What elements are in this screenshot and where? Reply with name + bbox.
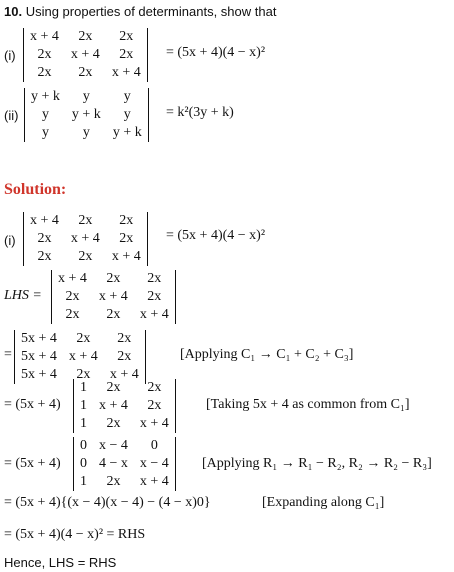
given-matrix: [24, 212, 147, 266]
part-i-matrix: [24, 28, 147, 82]
conclusion: Hence, LHS = RHS: [4, 555, 117, 570]
lhs-matrix: [52, 270, 175, 324]
matrix-cell: 2x: [78, 213, 93, 228]
matrix-cell: 2x: [119, 213, 134, 228]
step1-determinant: [14, 330, 146, 384]
matrix-row: [25, 106, 148, 124]
part-ii-determinant: [24, 88, 149, 142]
matrix-cell: 2x: [106, 416, 121, 431]
matrix-cell: 1: [80, 416, 87, 431]
matrix-cell: x + 4: [98, 289, 128, 304]
matrix-row: [25, 88, 148, 106]
step2-determinant: [73, 379, 176, 433]
matrix-cell: x − 4: [99, 438, 128, 453]
matrix-row: [74, 455, 175, 473]
step3-matrix: [74, 437, 175, 491]
step1-matrix: [15, 330, 145, 384]
matrix-cell: x + 4: [99, 398, 128, 413]
matrix-cell: 2x: [76, 367, 91, 382]
matrix-cell: 2x: [119, 29, 134, 44]
matrix-cell: y + k: [112, 125, 142, 140]
matrix-cell: 2x: [37, 47, 52, 62]
matrix-row: [24, 230, 147, 248]
matrix-cell: y: [82, 89, 90, 104]
given-rhs: = (5x + 4)(4 − x)²: [166, 228, 266, 243]
matrix-cell: 0: [80, 456, 87, 471]
matrix-cell: 2x: [37, 249, 52, 264]
matrix-row: [74, 473, 175, 491]
matrix-cell: x + 4: [111, 65, 141, 80]
matrix-row: [24, 28, 147, 46]
step2-prefix: = (5x + 4): [4, 397, 61, 412]
matrix-cell: 2x: [147, 398, 162, 413]
given-determinant: [23, 212, 148, 266]
part-ii-matrix: [25, 88, 148, 142]
matrix-cell: 2x: [106, 271, 121, 286]
step2-note: [Taking 5x + 4 as common from C₁]: [206, 397, 410, 412]
matrix-cell: y: [41, 125, 49, 140]
matrix-row: [74, 397, 175, 415]
matrix-cell: 2x: [76, 331, 91, 346]
matrix-row: [15, 348, 145, 366]
matrix-cell: 2x: [37, 65, 52, 80]
matrix-cell: 2x: [78, 29, 93, 44]
matrix-row: [52, 306, 175, 324]
matrix-cell: 2x: [119, 47, 134, 62]
matrix-cell: 2x: [106, 380, 121, 395]
step1-note: [Applying C₁ → C₁ + C₂ + C₃]: [180, 347, 354, 362]
matrix-cell: y: [41, 107, 49, 122]
matrix-cell: 2x: [117, 331, 132, 346]
part-ii-label: (ii): [4, 108, 19, 123]
matrix-cell: 5x + 4: [21, 349, 57, 364]
matrix-cell: 5x + 4: [21, 331, 57, 346]
matrix-cell: 1: [80, 398, 87, 413]
part-i-rhs: = (5x + 4)(4 − x)²: [166, 45, 266, 60]
matrix-cell: x + 4: [30, 213, 59, 228]
matrix-cell: x + 4: [111, 249, 141, 264]
matrix-cell: 2x: [37, 231, 52, 246]
matrix-cell: x + 4: [109, 367, 139, 382]
matrix-cell: 2x: [147, 380, 162, 395]
matrix-row: [24, 64, 147, 82]
matrix-row: [25, 124, 148, 142]
matrix-cell: y + k: [31, 89, 60, 104]
matrix-cell: 2x: [78, 65, 93, 80]
matrix-cell: x + 4: [139, 307, 169, 322]
question-number: 10.: [4, 4, 23, 19]
matrix-row: [52, 288, 175, 306]
matrix-cell: 0: [80, 438, 87, 453]
step5-expression: = (5x + 4)(4 − x)² = RHS: [4, 527, 146, 542]
matrix-cell: x + 4: [58, 271, 87, 286]
part-ii-rhs: = k²(3y + k): [166, 105, 234, 120]
step2-matrix: [74, 379, 175, 433]
matrix-row: [24, 248, 147, 266]
matrix-cell: x + 4: [139, 416, 169, 431]
matrix-row: [24, 46, 147, 64]
matrix-cell: y: [123, 89, 131, 104]
matrix-cell: 2x: [65, 289, 80, 304]
matrix-cell: y: [82, 125, 90, 140]
matrix-cell: y + k: [71, 107, 101, 122]
matrix-cell: x − 4: [139, 456, 169, 471]
matrix-cell: 5x + 4: [21, 367, 57, 382]
solution-part-label: (i): [4, 233, 16, 248]
solution-heading: Solution:: [4, 181, 67, 198]
matrix-row: [24, 212, 147, 230]
question-header: [4, 4, 276, 19]
matrix-cell: 2x: [119, 231, 134, 246]
step3-prefix: = (5x + 4): [4, 456, 61, 471]
matrix-row: [74, 379, 175, 397]
matrix-row: [74, 437, 175, 455]
step3-determinant: [73, 437, 176, 491]
matrix-row: [74, 415, 175, 433]
matrix-cell: 2x: [106, 307, 121, 322]
step3-note: [Applying R₁ → R₁ − R₂, R₂ → R₂ − R₃]: [202, 456, 432, 471]
matrix-cell: 0: [150, 438, 158, 453]
matrix-row: [52, 270, 175, 288]
step1-prefix: =: [4, 347, 12, 362]
part-i-determinant: [23, 28, 148, 82]
matrix-cell: x + 4: [139, 474, 169, 489]
step4-expression: = (5x + 4){(x − 4)(x − 4) − (4 − x)0}: [4, 495, 211, 510]
matrix-cell: y: [123, 107, 131, 122]
matrix-cell: x + 4: [68, 349, 98, 364]
matrix-cell: 1: [80, 474, 87, 489]
matrix-cell: x + 4: [70, 231, 100, 246]
matrix-cell: 1: [80, 380, 87, 395]
matrix-cell: 2x: [65, 307, 80, 322]
matrix-row: [15, 330, 145, 348]
matrix-cell: 2x: [147, 271, 162, 286]
lhs-determinant: [51, 270, 176, 324]
matrix-cell: 2x: [78, 249, 93, 264]
matrix-cell: 2x: [117, 349, 132, 364]
matrix-cell: x + 4: [70, 47, 100, 62]
matrix-cell: 4 − x: [99, 456, 128, 471]
matrix-cell: 2x: [106, 474, 121, 489]
step4-note: [Expanding along C₁]: [262, 495, 385, 510]
question-prompt: Using properties of determinants, show that: [25, 4, 277, 19]
matrix-cell: x + 4: [30, 29, 59, 44]
lhs-label: LHS =: [4, 288, 42, 303]
part-i-label: (i): [4, 48, 16, 63]
matrix-cell: 2x: [147, 289, 162, 304]
